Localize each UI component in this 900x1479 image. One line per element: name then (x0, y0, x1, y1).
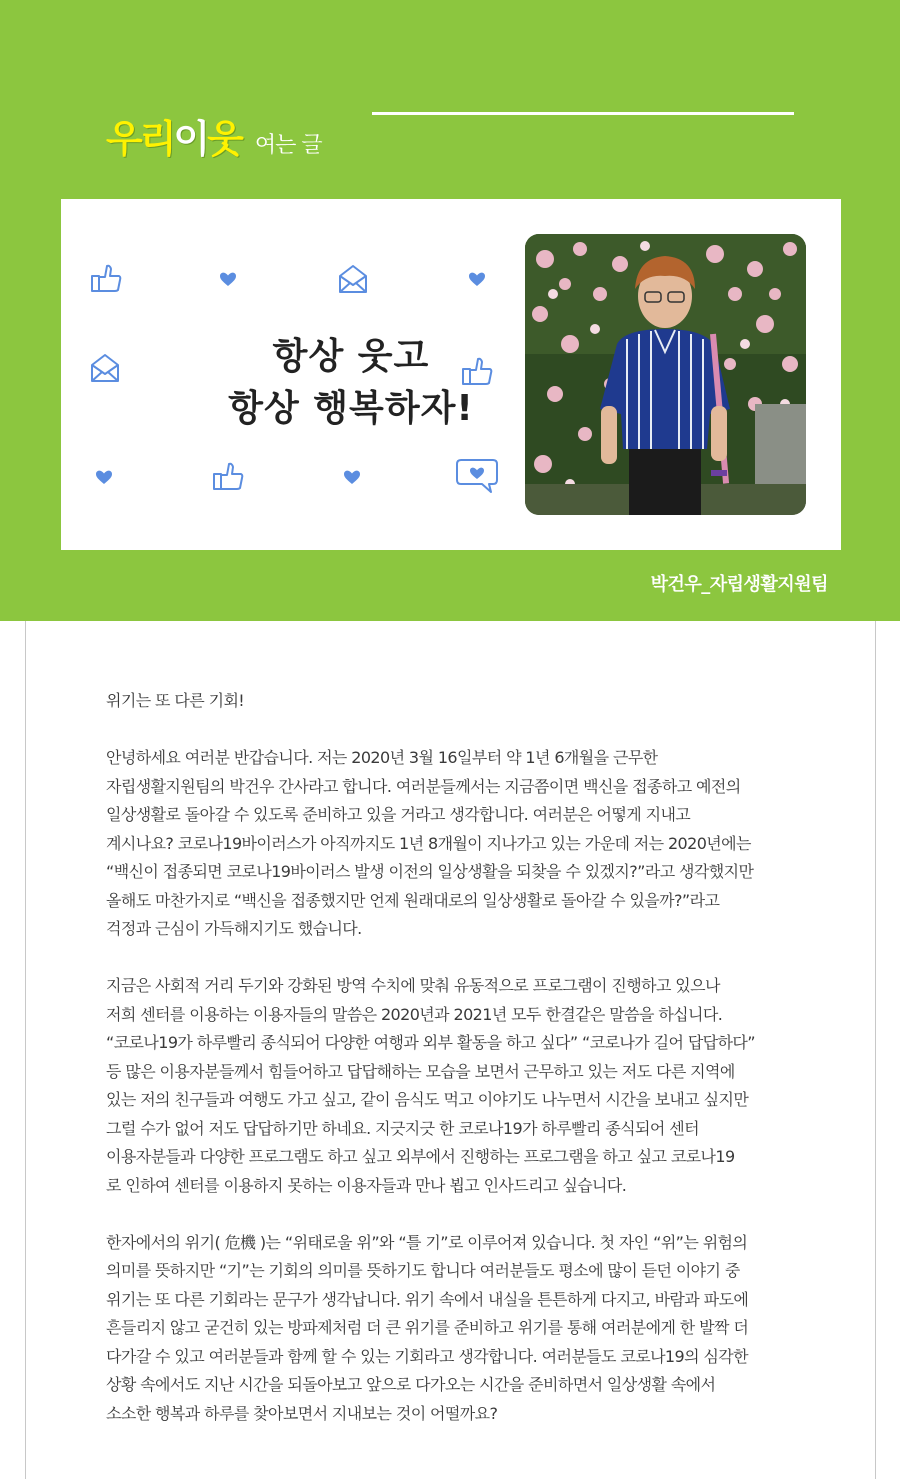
brand-part3: 웃 (207, 117, 241, 161)
speech-bubble-heart-icon (455, 457, 499, 495)
article-line: 다가갈 수 있고 여러분들과 함께 할 수 있는 기회라고 생각합니다. 여러분들도 코로나19의 심각한 (106, 1346, 749, 1366)
article-line: “백신이 접종되면 코로나19바이러스 발생 이전의 일상생활을 되찾을 수 있겠지?”라고 생각했지만 (106, 862, 754, 881)
article-paragraph (106, 1229, 806, 1429)
article-line: 소소한 행복과 하루를 찾아보면서 지내보는 것이 어떨까요? (106, 1403, 498, 1423)
heart-icon (219, 271, 237, 287)
article-line: “코로나19가 하루빨리 종식되어 다양한 여행과 외부 활동을 하고 싶다” “코로나가 길어 답답하다” (106, 1033, 755, 1052)
article-line: 자립생활지원팀의 박건우 간사라고 합니다. 여러분들께서는 지금쯤이면 백신을 접종하고 예전의 (106, 776, 741, 796)
article-line: 이용자분들과 다양한 프로그램도 하고 싶고 외부에서 진행하는 프로그램을 하고 싶고 코로나19 (106, 1147, 735, 1166)
heart-icon (343, 469, 361, 485)
thumbs-up-icon (211, 459, 245, 493)
article-line: 의미를 뜻하지만 “기”는 기회의 의미를 뜻하기도 합니다 여러분들도 평소에 많이 듣던 이야기 중 (106, 1261, 740, 1280)
article-line: 흔들리지 않고 굳건히 있는 방파제처럼 더 큰 위기를 준비하고 위기를 통해 여러분에게 한 발짝 더 (106, 1318, 749, 1337)
header-banner (0, 0, 900, 621)
brand-part1: 우리 (106, 117, 174, 161)
article-line: 올해도 마찬가지로 “백신을 접종했지만 언제 원래대로의 일상생활로 돌아갈 수 있을까?”라고 (106, 890, 720, 910)
article-line: 한자에서의 위기( 危機 )는 “위태로울 위”와 “틀 기”로 이루어져 있습니다. 첫 자인 “위”는 위험의 (106, 1232, 748, 1252)
brand-logo (106, 108, 241, 163)
article-paragraph (106, 972, 806, 1200)
heart-icon (95, 469, 113, 485)
article-line: 지금은 사회적 거리 두기와 강화된 방역 수치에 맞춰 유동적으로 프로그램이 진행하고 있으나 (106, 976, 720, 995)
article-line: 상황 속에서도 지난 시간을 되돌아보고 앞으로 다가오는 시간을 준비하면서 일상생활 속에서 (106, 1375, 716, 1394)
title-divider (372, 112, 794, 115)
brand-subtitle: 여는 글 (254, 133, 322, 158)
headline-line2: 항상 행복하자! (228, 388, 474, 429)
thumbs-up-icon (89, 261, 123, 295)
article-body (25, 621, 876, 1479)
article-text (106, 687, 806, 1457)
article-line: 등 많은 이용자분들께서 힘들어하고 답답해하는 모습을 보면서 근무하고 있는 저도 다른 지역에 (106, 1061, 735, 1081)
article-line: 위기는 또 다른 기회라는 문구가 생각납니다. 위기 속에서 내실을 튼튼하게 다지고, 바람과 파도에 (106, 1289, 749, 1309)
article-line: 계시나요? 코로나19바이러스가 아직까지도 1년 8개월이 지나가고 있는 가운데 저는 2020년에는 (106, 833, 751, 853)
headline-card (61, 199, 841, 550)
article-paragraph (106, 744, 806, 944)
article-line: 걱정과 근심이 가득해지기도 했습니다. (106, 919, 362, 938)
article-paragraph (106, 687, 806, 716)
article-line: 있는 저의 친구들과 여행도 가고 싶고, 같이 음식도 먹고 이야기도 나누면서 시간을 보내고 싶지만 (106, 1090, 749, 1109)
author-photo (525, 234, 806, 515)
article-line: 일상생활로 돌아갈 수 있도록 준비하고 있을 거라고 생각합니다. 여러분은 어떻게 지내고 (106, 805, 691, 824)
headline-line1: 항상 웃고 (272, 336, 430, 377)
article-line: 안녕하세요 여러분 반갑습니다. 저는 2020년 3월 16일부터 약 1년 6개월을 근무한 (106, 748, 658, 767)
brand-part2: 이 (173, 117, 208, 161)
author-byline: 박건우_자립생활지원팀 (650, 574, 828, 595)
heart-icon (468, 271, 486, 287)
article-line: 로 인하여 센터를 이용하지 못하는 이용자들과 만나 뵙고 인사드리고 싶습니다. (106, 1175, 627, 1195)
envelope-icon (337, 263, 369, 295)
envelope-icon (89, 352, 121, 384)
article-line: 위기는 또 다른 기회! (106, 691, 245, 710)
headline (141, 331, 561, 435)
brand-title (106, 108, 322, 163)
article-line: 저희 센터를 이용하는 이용자들의 말씀은 2020년과 2021년 모두 한결같은 말씀을 하십니다. (106, 1004, 723, 1024)
article-line: 그럴 수가 없어 저도 답답하기만 하네요. 지긋지긋 한 코로나19가 하루빨리 종식되어 센터 (106, 1118, 699, 1138)
